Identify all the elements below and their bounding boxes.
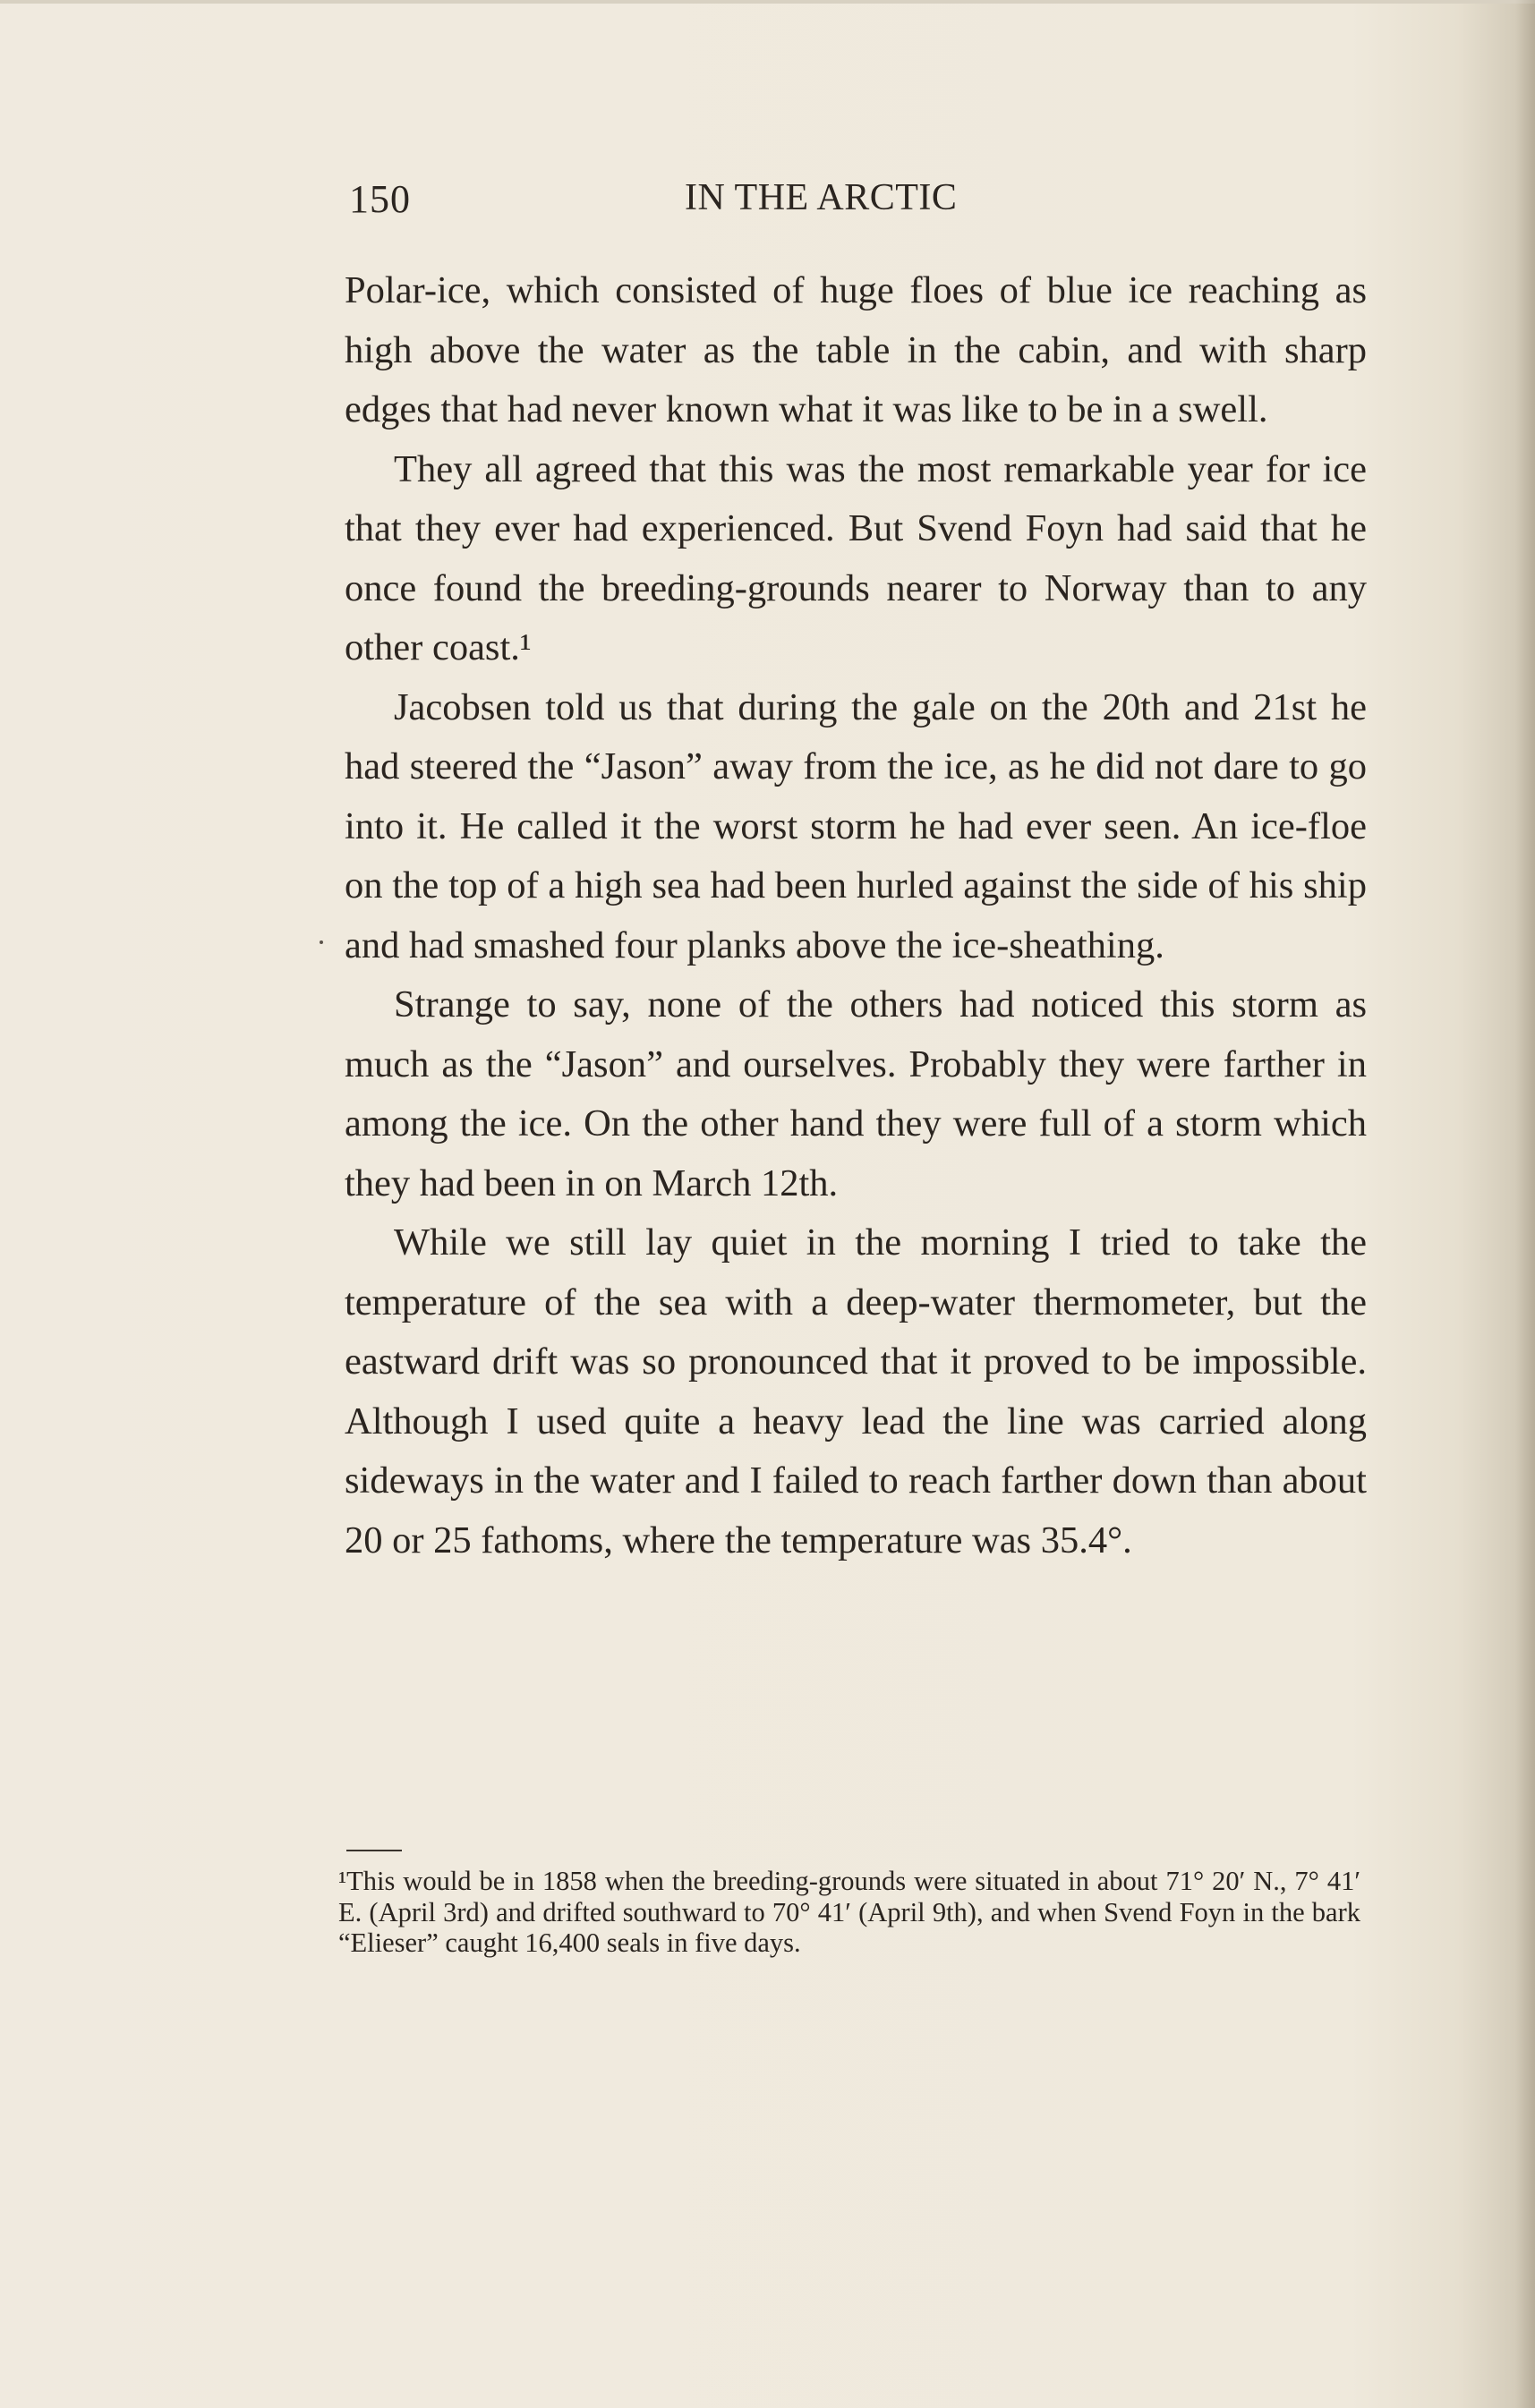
paragraph: Jacobsen told us that during the gale on the 20th and 21st he had steered the “Jason” away from the ice, as he did not dare to go into it. He called it the worst storm he had ever seen. An ice-floe on the top of a high sea had been hurled against the side of his ship and had smashed four planks above the ice-sheathing.	[345, 685, 1367, 966]
paragraph: Polar-ice, which consisted of huge floes of blue ice reaching as high above the water as the table in the cabin, and with sharp edges that had never known what it was like to be in a swell.	[345, 269, 1367, 430]
body-text	[345, 261, 1367, 1570]
footnote: ¹This would be in 1858 when the breeding-grounds were situated in about 71° 20′ N., 7° 41′ E. (April 3rd) and drifted southward to 70° 41′ (April 9th), and when Svend Foyn in the bark “Elieser” caught 16,400 seals in five days.	[338, 1866, 1360, 1958]
page-header	[349, 176, 1369, 230]
running-title: IN THE ARCTIC	[685, 177, 958, 218]
page-top-edge	[0, 0, 1535, 4]
paragraph: They all agreed that this was the most remarkable year for ice that they ever had experienced. But Svend Foyn had said that he once found the breeding-grounds nearer to Norway than to any other coast.¹	[345, 447, 1367, 668]
paragraph: While we still lay quiet in the morning I tried to take the temperature of the sea with a deep-water thermometer, but the eastward drift was so pronounced that it proved to be impossible. Although I used quite a heavy lead the line was carried along sideways in the water and I failed to reach farther down than about 20 or 25 fathoms, where the temperature was 35.4°.	[345, 1221, 1367, 1561]
footnote-rule	[346, 1850, 402, 1851]
binding-shadow	[1515, 0, 1535, 2408]
margin-mark	[320, 940, 323, 944]
page-number: 150	[349, 177, 411, 221]
paragraph: Strange to say, none of the others had noticed this storm as much as the “Jason” and ourselves. Probably they were farther in among the ice. On the other hand they were full of a storm which they had been in on March 12th.	[345, 983, 1367, 1204]
